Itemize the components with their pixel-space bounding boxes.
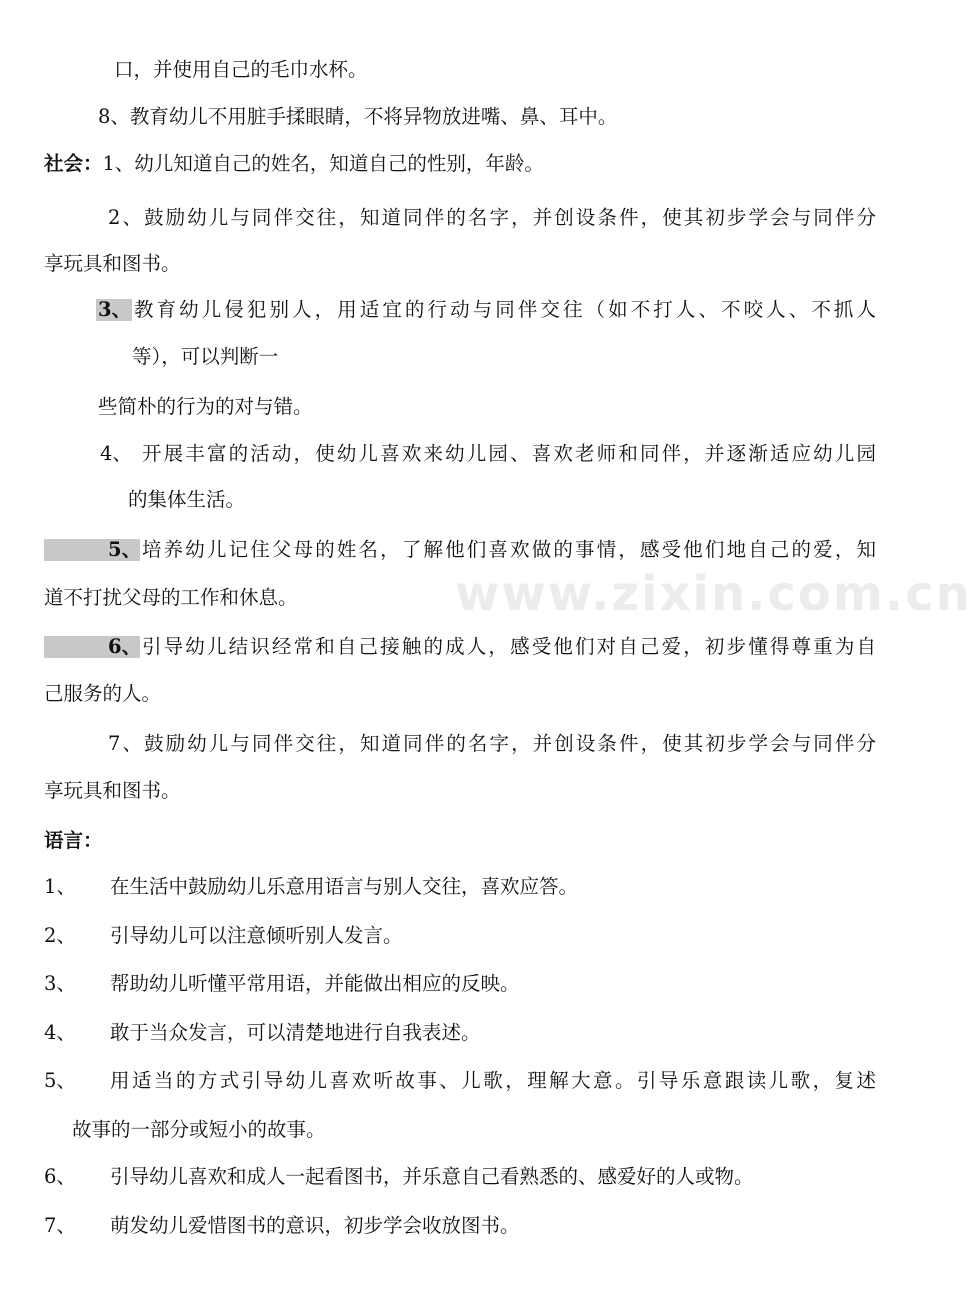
social-heading: 社会：: [44, 152, 103, 175]
social-item-4-line1: 开展丰富的活动，使幼儿喜欢来幼儿园、喜欢老师和同伴，并逐渐适应幼儿园: [142, 442, 876, 465]
social-item-2-line1: 2、鼓励幼儿与同伴交往，知道同伴的名字，并创设条件，使其初步学会与同伴分: [108, 206, 876, 229]
social-item-3-line2: 等），可以判断一: [132, 345, 279, 368]
language-item-2: 引导幼儿可以注意倾听别人发言。: [110, 924, 403, 947]
social-item-5-line1: 培养幼儿记住父母的姓名，了解他们喜欢做的事情，感受他们地自己的爱，知: [142, 538, 876, 561]
social-item-3-line1: 教育幼儿侵犯别人，用适宜的行动与同伴交往（如不打人、不咬人、不抓人: [134, 298, 876, 321]
social-item-4-number: 4、: [100, 442, 132, 465]
language-heading: 语言：: [44, 829, 103, 852]
language-item-6-number: 6、: [44, 1165, 76, 1188]
language-item-7: 萌发幼儿爱惜图书的意识，初步学会收放图书。: [110, 1214, 520, 1237]
language-item-1-number: 1、: [44, 875, 76, 898]
social-item-6-number: 6、: [108, 635, 142, 658]
social-item-6-line1: 引导幼儿结识经常和自己接触的成人，感受他们对自己爱，初步懂得尊重为自: [142, 635, 876, 658]
language-item-3: 帮助幼儿听懂平常用语，并能做出相应的反映。: [110, 972, 520, 995]
social-item-4-line2: 的集体生活。: [128, 488, 246, 511]
social-item-3-line3: 些简朴的行为的对与错。: [98, 395, 313, 418]
language-item-6: 引导幼儿喜欢和成人一起看图书，并乐意自己看熟悉的、感爱好的人或物。: [110, 1165, 754, 1188]
health-continuation-line: 口，并使用自己的毛巾水杯。: [114, 58, 368, 81]
language-item-5-number: 5、: [44, 1069, 76, 1092]
social-item-5-line2: 道不打扰父母的工作和休息。: [44, 586, 298, 609]
language-item-4-number: 4、: [44, 1021, 76, 1044]
health-item-8: 8、教育幼儿不用脏手揉眼睛，不将异物放进嘴、鼻、耳中。: [98, 105, 618, 128]
language-item-5-line2: 故事的一部分或短小的故事。: [72, 1118, 326, 1141]
language-item-5-line1: 用适当的方式引导幼儿喜欢听故事、儿歌，理解大意。引导乐意跟读儿歌，复述: [110, 1069, 876, 1092]
watermark: www.zixin.com.cn: [455, 566, 972, 622]
language-item-1: 在生活中鼓励幼儿乐意用语言与别人交往，喜欢应答。: [110, 875, 579, 898]
language-item-2-number: 2、: [44, 924, 76, 947]
social-item-6-line2: 己服务的人。: [44, 682, 162, 705]
social-item-3-number: 3、: [98, 298, 132, 321]
language-item-3-number: 3、: [44, 972, 76, 995]
social-item-1: 1、幼儿知道自己的姓名，知道自己的性别，年龄。: [102, 152, 544, 175]
social-item-5-number: 5、: [108, 538, 142, 561]
social-item-7-line1: 7、鼓励幼儿与同伴交往，知道同伴的名字，并创设条件，使其初步学会与同伴分: [108, 732, 876, 755]
social-section: [44, 150, 544, 178]
social-item-7-line2: 享玩具和图书。: [44, 779, 181, 802]
language-item-7-number: 7、: [44, 1214, 76, 1237]
language-item-4: 敢于当众发言，可以清楚地进行自我表述。: [110, 1021, 481, 1044]
social-item-2-line2: 享玩具和图书。: [44, 252, 181, 275]
